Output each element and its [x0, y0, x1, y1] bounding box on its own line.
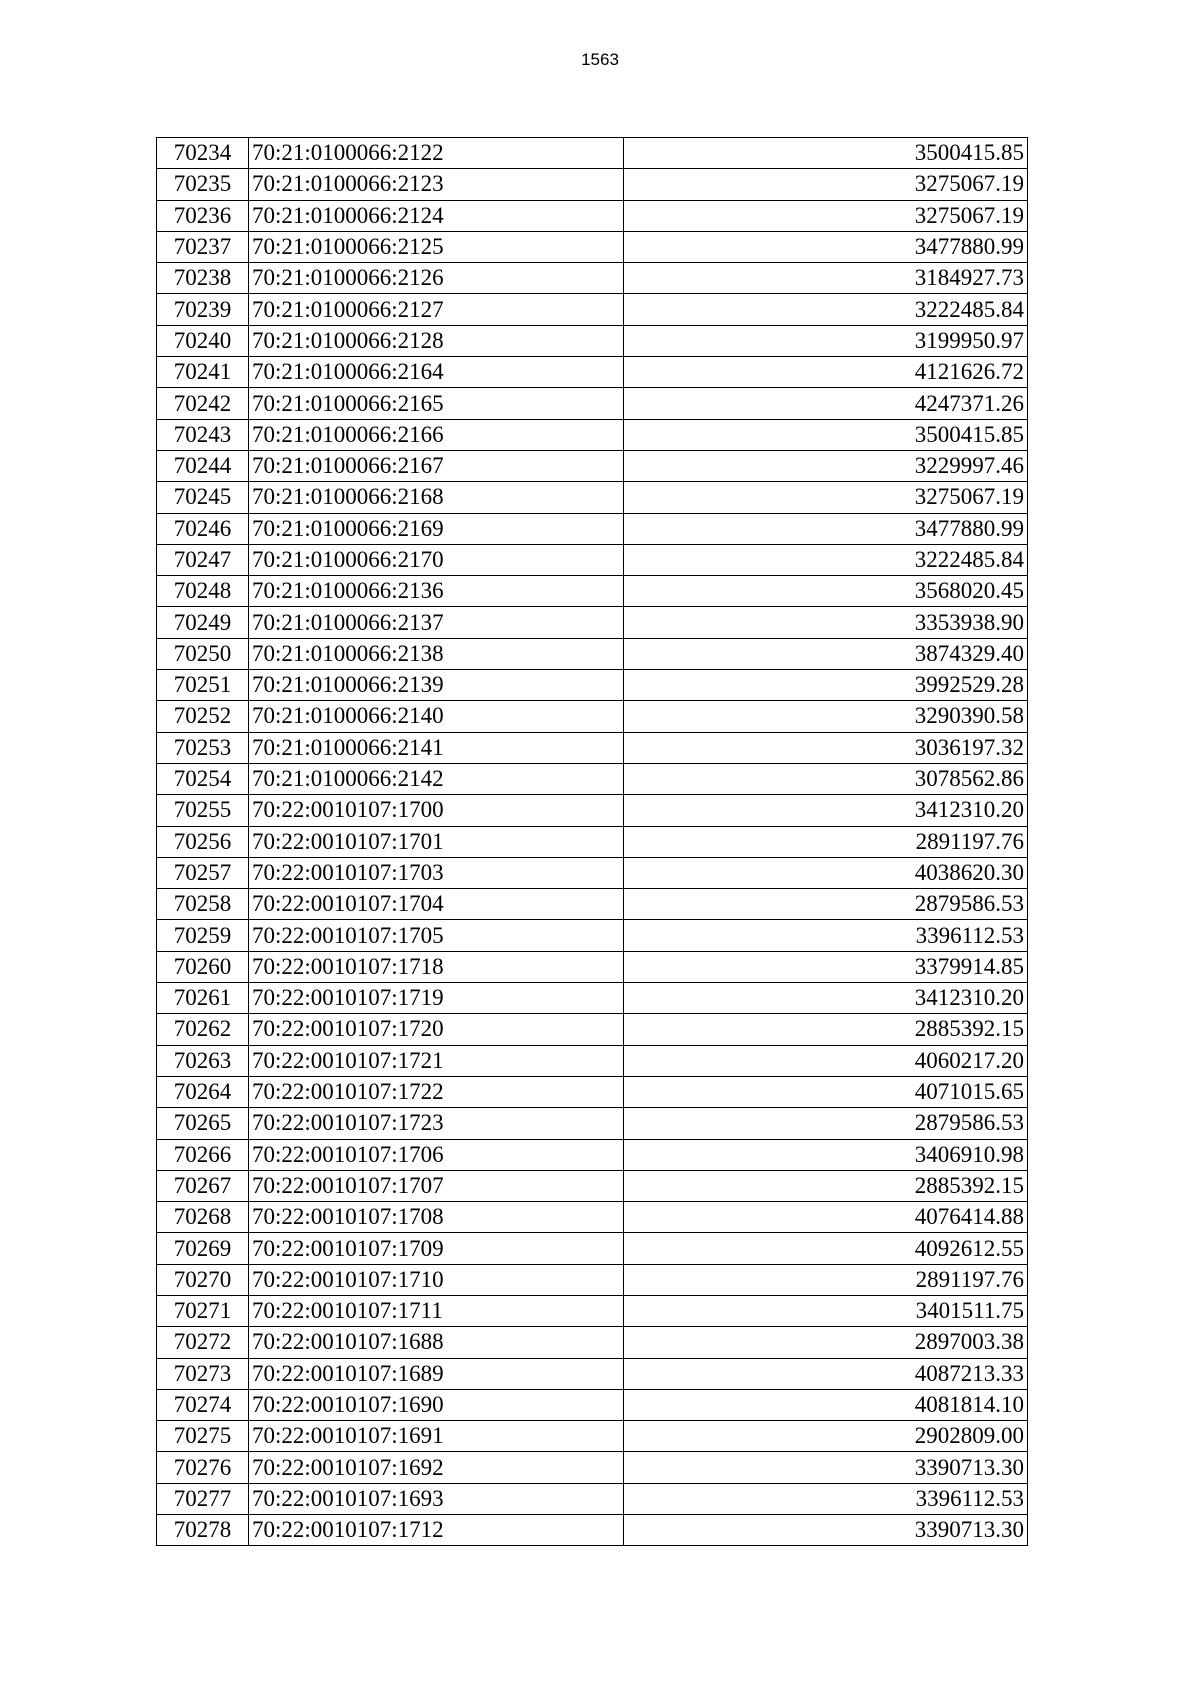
row-number-cell: 70244 — [157, 450, 249, 481]
cadastral-number-cell: 70:22:0010107:1692 — [249, 1452, 624, 1483]
cadastral-value-cell: 3390713.30 — [624, 1452, 1028, 1483]
cadastral-value-cell: 2891197.76 — [624, 1264, 1028, 1295]
cadastral-number-cell: 70:21:0100066:2123 — [249, 169, 624, 200]
table-row — [157, 638, 1028, 669]
cadastral-value-cell: 3290390.58 — [624, 701, 1028, 732]
row-number-cell: 70240 — [157, 325, 249, 356]
row-number-cell: 70254 — [157, 763, 249, 794]
table-row — [157, 607, 1028, 638]
cadastral-value-cell: 3500415.85 — [624, 138, 1028, 169]
row-number-cell: 70259 — [157, 920, 249, 951]
cadastral-number-cell: 70:22:0010107:1688 — [249, 1327, 624, 1358]
cadastral-value-cell: 3406910.98 — [624, 1139, 1028, 1170]
cadastral-number-cell: 70:22:0010107:1706 — [249, 1139, 624, 1170]
table-row — [157, 200, 1028, 231]
cadastral-number-cell: 70:21:0100066:2167 — [249, 450, 624, 481]
table-row — [157, 983, 1028, 1014]
row-number-cell: 70261 — [157, 983, 249, 1014]
row-number-cell: 70245 — [157, 482, 249, 513]
cadastral-number-cell: 70:22:0010107:1712 — [249, 1515, 624, 1546]
cadastral-number-cell: 70:22:0010107:1705 — [249, 920, 624, 951]
cadastral-number-cell: 70:21:0100066:2136 — [249, 576, 624, 607]
table-row — [157, 576, 1028, 607]
table-row — [157, 701, 1028, 732]
cadastral-value-cell: 3992529.28 — [624, 670, 1028, 701]
cadastral-number-cell: 70:21:0100066:2170 — [249, 544, 624, 575]
table-row — [157, 544, 1028, 575]
cadastral-number-cell: 70:21:0100066:2138 — [249, 638, 624, 669]
cadastral-value-table — [156, 137, 1028, 1546]
cadastral-number-cell: 70:22:0010107:1693 — [249, 1483, 624, 1514]
table-row — [157, 1295, 1028, 1326]
table-row — [157, 482, 1028, 513]
table-row — [157, 1358, 1028, 1389]
row-number-cell: 70270 — [157, 1264, 249, 1295]
table-row — [157, 1483, 1028, 1514]
cadastral-number-cell: 70:22:0010107:1723 — [249, 1108, 624, 1139]
row-number-cell: 70264 — [157, 1076, 249, 1107]
row-number-cell: 70272 — [157, 1327, 249, 1358]
table-row — [157, 357, 1028, 388]
table-row — [157, 138, 1028, 169]
cadastral-number-cell: 70:22:0010107:1701 — [249, 826, 624, 857]
table-row — [157, 1421, 1028, 1452]
table-row — [157, 889, 1028, 920]
table-row — [157, 294, 1028, 325]
table-row — [157, 920, 1028, 951]
cadastral-number-cell: 70:21:0100066:2124 — [249, 200, 624, 231]
table-row — [157, 231, 1028, 262]
cadastral-value-cell: 3184927.73 — [624, 263, 1028, 294]
row-number-cell: 70267 — [157, 1170, 249, 1201]
cadastral-number-cell: 70:21:0100066:2164 — [249, 357, 624, 388]
cadastral-value-cell: 3353938.90 — [624, 607, 1028, 638]
cadastral-value-cell: 3568020.45 — [624, 576, 1028, 607]
cadastral-number-cell: 70:22:0010107:1690 — [249, 1389, 624, 1420]
cadastral-value-cell: 3390713.30 — [624, 1515, 1028, 1546]
row-number-cell: 70250 — [157, 638, 249, 669]
table-row — [157, 325, 1028, 356]
cadastral-value-cell: 3396112.53 — [624, 1483, 1028, 1514]
table-row — [157, 1014, 1028, 1045]
row-number-cell: 70238 — [157, 263, 249, 294]
row-number-cell: 70265 — [157, 1108, 249, 1139]
cadastral-number-cell: 70:22:0010107:1704 — [249, 889, 624, 920]
cadastral-value-cell: 2885392.15 — [624, 1014, 1028, 1045]
cadastral-number-cell: 70:22:0010107:1703 — [249, 857, 624, 888]
cadastral-number-cell: 70:22:0010107:1721 — [249, 1045, 624, 1076]
cadastral-value-cell: 3222485.84 — [624, 294, 1028, 325]
cadastral-value-cell: 3275067.19 — [624, 482, 1028, 513]
table-row — [157, 1389, 1028, 1420]
cadastral-value-cell: 4092612.55 — [624, 1233, 1028, 1264]
cadastral-number-cell: 70:22:0010107:1711 — [249, 1295, 624, 1326]
cadastral-value-cell: 4038620.30 — [624, 857, 1028, 888]
cadastral-value-cell: 2879586.53 — [624, 1108, 1028, 1139]
row-number-cell: 70271 — [157, 1295, 249, 1326]
row-number-cell: 70276 — [157, 1452, 249, 1483]
row-number-cell: 70242 — [157, 388, 249, 419]
cadastral-number-cell: 70:22:0010107:1720 — [249, 1014, 624, 1045]
cadastral-number-cell: 70:22:0010107:1709 — [249, 1233, 624, 1264]
row-number-cell: 70256 — [157, 826, 249, 857]
cadastral-value-cell: 3275067.19 — [624, 169, 1028, 200]
row-number-cell: 70275 — [157, 1421, 249, 1452]
table-row — [157, 763, 1028, 794]
cadastral-number-cell: 70:22:0010107:1710 — [249, 1264, 624, 1295]
row-number-cell: 70263 — [157, 1045, 249, 1076]
table-row — [157, 1264, 1028, 1295]
table-row — [157, 826, 1028, 857]
row-number-cell: 70239 — [157, 294, 249, 325]
table-row — [157, 795, 1028, 826]
cadastral-number-cell: 70:21:0100066:2128 — [249, 325, 624, 356]
cadastral-number-cell: 70:21:0100066:2169 — [249, 513, 624, 544]
cadastral-value-cell: 4087213.33 — [624, 1358, 1028, 1389]
cadastral-number-cell: 70:21:0100066:2125 — [249, 231, 624, 262]
cadastral-value-cell: 3401511.75 — [624, 1295, 1028, 1326]
cadastral-value-cell: 3412310.20 — [624, 795, 1028, 826]
row-number-cell: 70235 — [157, 169, 249, 200]
cadastral-number-cell: 70:22:0010107:1707 — [249, 1170, 624, 1201]
cadastral-number-cell: 70:22:0010107:1718 — [249, 951, 624, 982]
cadastral-number-cell: 70:21:0100066:2168 — [249, 482, 624, 513]
table-row — [157, 419, 1028, 450]
cadastral-number-cell: 70:22:0010107:1722 — [249, 1076, 624, 1107]
cadastral-value-cell: 4247371.26 — [624, 388, 1028, 419]
row-number-cell: 70253 — [157, 732, 249, 763]
cadastral-value-cell: 3396112.53 — [624, 920, 1028, 951]
row-number-cell: 70243 — [157, 419, 249, 450]
row-number-cell: 70241 — [157, 357, 249, 388]
row-number-cell: 70234 — [157, 138, 249, 169]
cadastral-value-cell: 3379914.85 — [624, 951, 1028, 982]
row-number-cell: 70247 — [157, 544, 249, 575]
page-number: 1563 — [581, 50, 619, 69]
row-number-cell: 70260 — [157, 951, 249, 982]
row-number-cell: 70252 — [157, 701, 249, 732]
row-number-cell: 70236 — [157, 200, 249, 231]
cadastral-value-cell: 3412310.20 — [624, 983, 1028, 1014]
row-number-cell: 70268 — [157, 1202, 249, 1233]
row-number-cell: 70237 — [157, 231, 249, 262]
cadastral-value-cell: 3874329.40 — [624, 638, 1028, 669]
cadastral-number-cell: 70:22:0010107:1719 — [249, 983, 624, 1014]
row-number-cell: 70269 — [157, 1233, 249, 1264]
cadastral-number-cell: 70:21:0100066:2126 — [249, 263, 624, 294]
table-row — [157, 951, 1028, 982]
cadastral-number-cell: 70:21:0100066:2139 — [249, 670, 624, 701]
table-row — [157, 388, 1028, 419]
cadastral-number-cell: 70:22:0010107:1691 — [249, 1421, 624, 1452]
cadastral-value-cell: 4076414.88 — [624, 1202, 1028, 1233]
table-row — [157, 1452, 1028, 1483]
table-row — [157, 670, 1028, 701]
cadastral-value-cell: 3078562.86 — [624, 763, 1028, 794]
cadastral-number-cell: 70:22:0010107:1700 — [249, 795, 624, 826]
cadastral-number-cell: 70:21:0100066:2127 — [249, 294, 624, 325]
cadastral-number-cell: 70:21:0100066:2137 — [249, 607, 624, 638]
cadastral-value-cell: 3199950.97 — [624, 325, 1028, 356]
cadastral-value-cell: 2885392.15 — [624, 1170, 1028, 1201]
table-row — [157, 1108, 1028, 1139]
cadastral-value-cell: 2891197.76 — [624, 826, 1028, 857]
table-row — [157, 169, 1028, 200]
cadastral-number-cell: 70:21:0100066:2166 — [249, 419, 624, 450]
cadastral-value-cell: 2897003.38 — [624, 1327, 1028, 1358]
table-row — [157, 1515, 1028, 1546]
row-number-cell: 70277 — [157, 1483, 249, 1514]
cadastral-number-cell: 70:21:0100066:2122 — [249, 138, 624, 169]
cadastral-value-cell: 3036197.32 — [624, 732, 1028, 763]
row-number-cell: 70262 — [157, 1014, 249, 1045]
cadastral-value-cell: 4071015.65 — [624, 1076, 1028, 1107]
cadastral-value-cell: 3222485.84 — [624, 544, 1028, 575]
cadastral-value-cell: 3477880.99 — [624, 231, 1028, 262]
table-row — [157, 1233, 1028, 1264]
table-row — [157, 450, 1028, 481]
cadastral-value-cell: 2902809.00 — [624, 1421, 1028, 1452]
cadastral-number-cell: 70:22:0010107:1689 — [249, 1358, 624, 1389]
table-row — [157, 1139, 1028, 1170]
table-row — [157, 263, 1028, 294]
table-row — [157, 1045, 1028, 1076]
row-number-cell: 70258 — [157, 889, 249, 920]
row-number-cell: 70246 — [157, 513, 249, 544]
row-number-cell: 70257 — [157, 857, 249, 888]
table-row — [157, 513, 1028, 544]
cadastral-value-cell: 4060217.20 — [624, 1045, 1028, 1076]
cadastral-number-cell: 70:21:0100066:2142 — [249, 763, 624, 794]
row-number-cell: 70266 — [157, 1139, 249, 1170]
cadastral-number-cell: 70:21:0100066:2165 — [249, 388, 624, 419]
table-body — [157, 138, 1028, 1546]
row-number-cell: 70278 — [157, 1515, 249, 1546]
cadastral-value-cell: 3229997.46 — [624, 450, 1028, 481]
cadastral-number-cell: 70:22:0010107:1708 — [249, 1202, 624, 1233]
cadastral-value-cell: 4081814.10 — [624, 1389, 1028, 1420]
table-row — [157, 1327, 1028, 1358]
row-number-cell: 70274 — [157, 1389, 249, 1420]
table-row — [157, 1170, 1028, 1201]
row-number-cell: 70273 — [157, 1358, 249, 1389]
cadastral-value-cell: 3500415.85 — [624, 419, 1028, 450]
cadastral-value-cell: 2879586.53 — [624, 889, 1028, 920]
table-row — [157, 857, 1028, 888]
row-number-cell: 70249 — [157, 607, 249, 638]
row-number-cell: 70251 — [157, 670, 249, 701]
cadastral-number-cell: 70:21:0100066:2140 — [249, 701, 624, 732]
row-number-cell: 70255 — [157, 795, 249, 826]
table-row — [157, 1202, 1028, 1233]
cadastral-value-cell: 3477880.99 — [624, 513, 1028, 544]
cadastral-value-cell: 3275067.19 — [624, 200, 1028, 231]
row-number-cell: 70248 — [157, 576, 249, 607]
cadastral-number-cell: 70:21:0100066:2141 — [249, 732, 624, 763]
table-row — [157, 1076, 1028, 1107]
table-row — [157, 732, 1028, 763]
cadastral-value-cell: 4121626.72 — [624, 357, 1028, 388]
